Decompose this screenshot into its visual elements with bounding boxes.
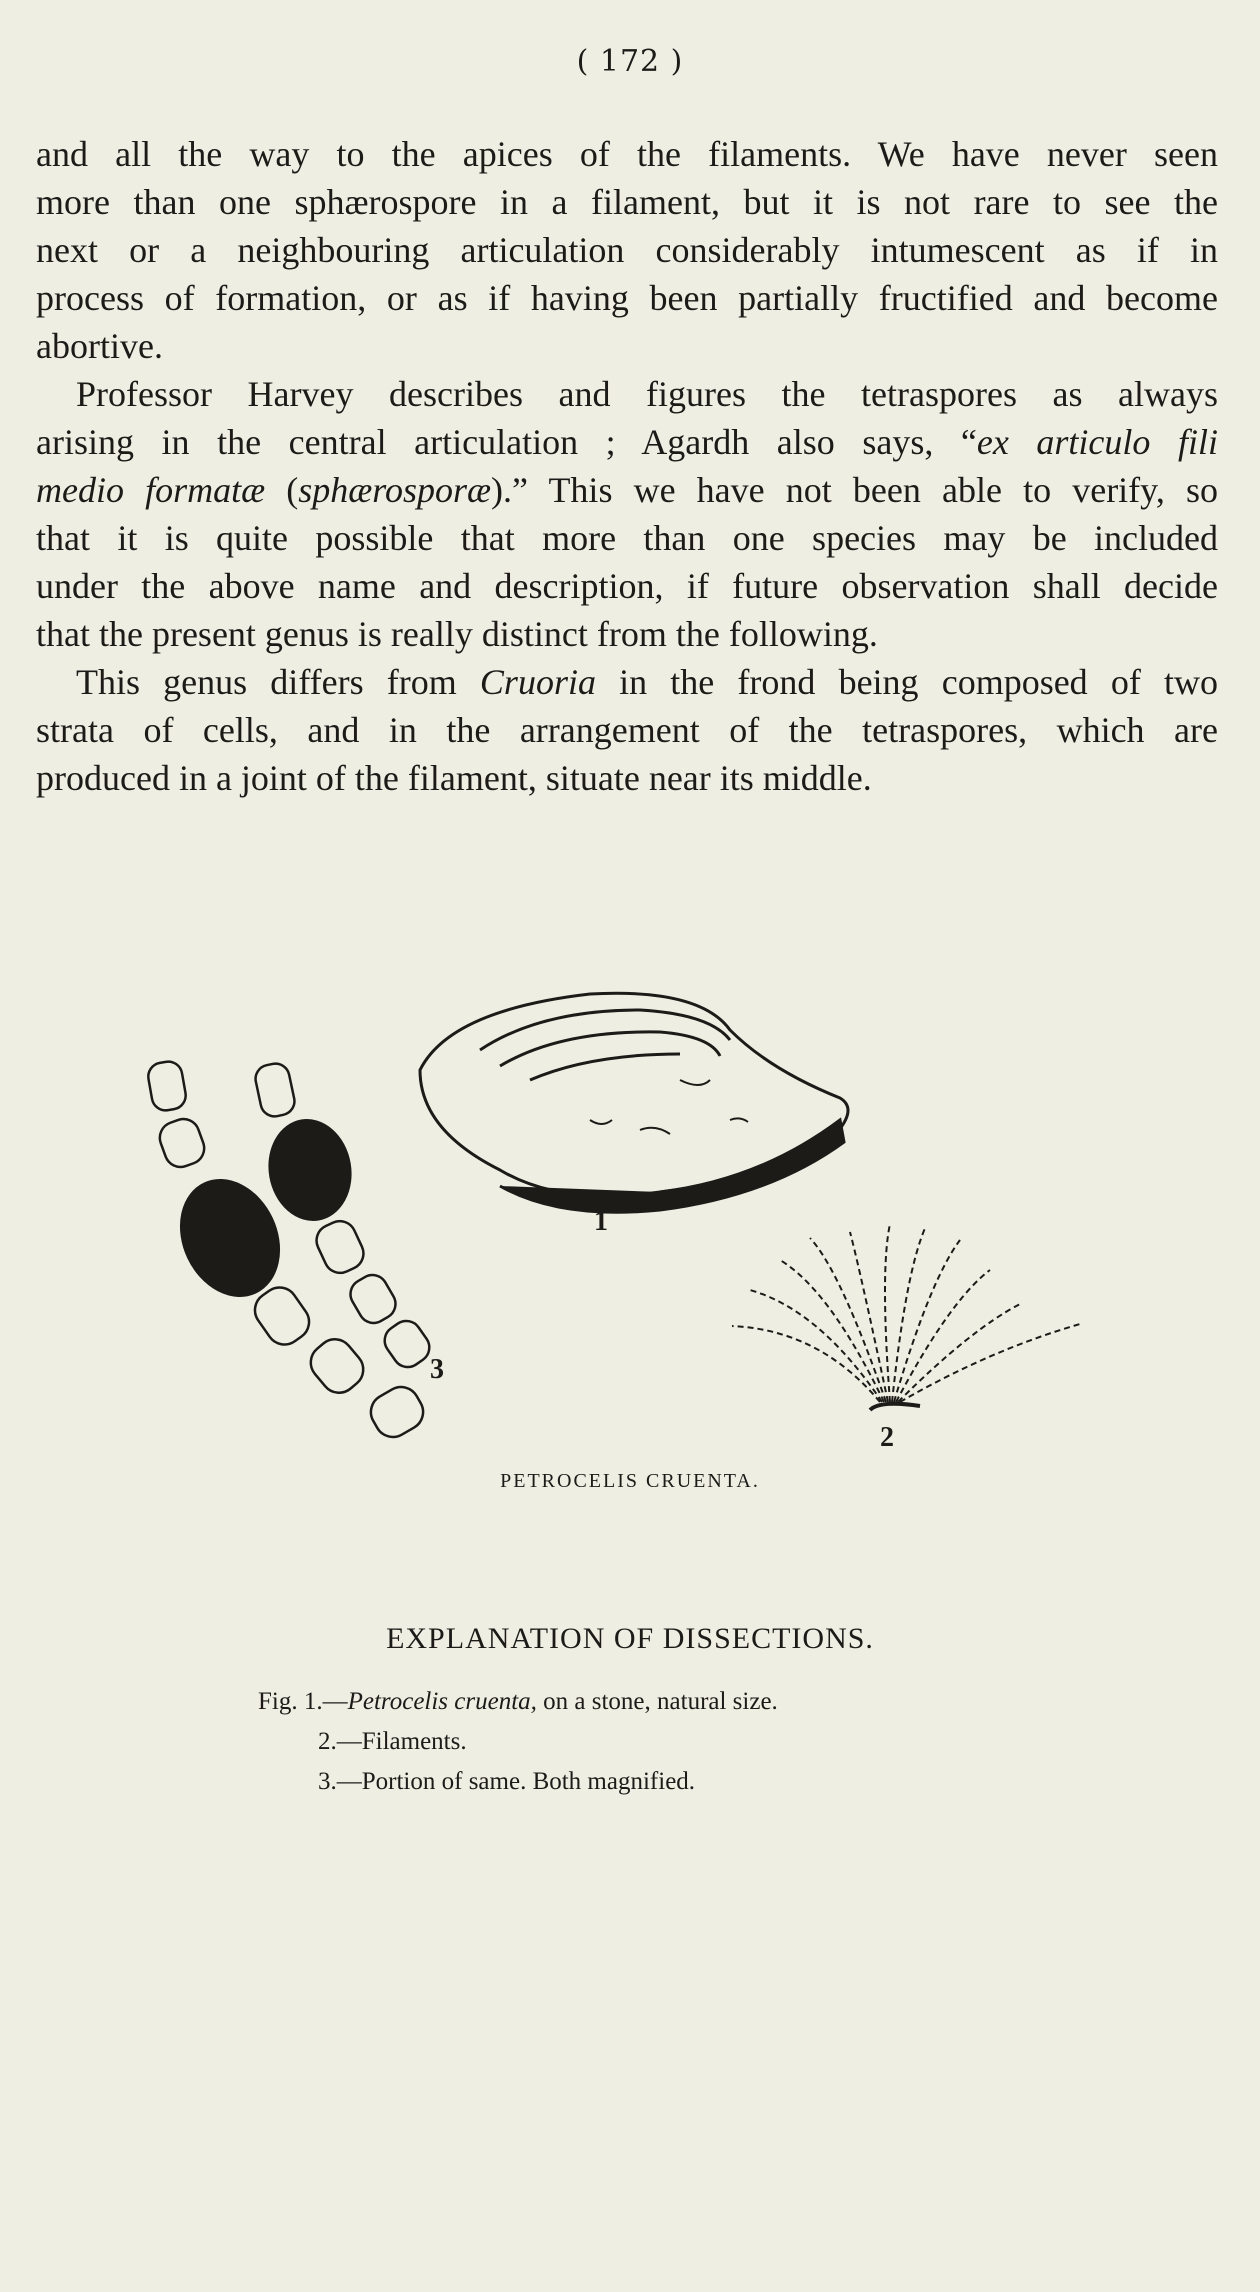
text-run: ).” This we have not been able to verify, so [491,470,1218,510]
paragraph-2 [36,370,1218,658]
text-run: in the frond being composed of two [595,662,1218,702]
paragraph-3 [36,658,1218,802]
text-line: under the above name and description, if future observation shall decide [36,566,1218,606]
body-text [36,130,1218,802]
text-line: process of formation, or as if having been partially fructified and become [36,278,1218,318]
botanical-figure [120,970,1120,1480]
explanation-item [258,1722,1158,1762]
explanation-item [258,1682,1158,1722]
text-line: next or a neighbouring articulation considerably intumescent as if in [36,230,1218,270]
fig-label-3: 3 [430,1354,444,1385]
text-line: strata of cells, and in the arrangement of the tetraspores, which are [36,710,1218,750]
latin-quote: medio formatæ [36,470,266,510]
explanation-item [258,1762,1158,1802]
text-line: more than one sphærospore in a filament, but it is not rare to see the [36,182,1218,222]
explanation-heading: EXPLANATION OF DISSECTIONS. [386,1622,874,1655]
item-prefix: 2.— [318,1728,362,1755]
latin-quote: ex articulo fili [976,422,1218,462]
page-number: ( 172 ) [576,44,684,79]
genus-name: Cruoria [479,662,596,702]
text-line: that it is quite possible that more than one species may be included [36,518,1218,558]
text-line: that the present genus is really distinct from the following. [36,614,878,654]
fig3-filament-portion [146,1059,435,1443]
text-line: produced in a joint of the filament, situate near its middle. [36,758,872,798]
text-line [36,418,1218,466]
text-line: abortive. [36,326,163,366]
fig1-stone [420,993,848,1212]
species-name: Petrocelis cruenta, [347,1688,537,1715]
text-line: and all the way to the apices of the filaments. We have never seen [36,134,1218,174]
text-run: This genus differs from [76,662,480,702]
fig-label-2: 2 [880,1422,894,1453]
item-text: Portion of same. Both magnified. [361,1768,696,1795]
text-line: Professor Harvey describes and figures the tetraspores as always [76,374,1218,414]
fig-label-1: 1 [594,1206,608,1237]
latin-term: sphærosporæ [298,470,491,510]
text-line [36,658,1218,706]
item-text: Filaments. [361,1728,467,1755]
figure-illustration [120,970,1120,1480]
text-run: ( [265,470,299,510]
item-prefix: 3.— [318,1768,362,1795]
item-prefix: Fig. 1.— [258,1688,348,1715]
fig2-filaments [732,1224,1080,1410]
text-line [36,466,1218,514]
figure-caption: PETROCELIS CRUENTA. [500,1470,760,1492]
item-text: on a stone, natural size. [536,1688,778,1715]
explanation-list [258,1682,1158,1802]
paragraph-1 [36,130,1218,370]
text-run: arising in the central articulation ; Agardh also says, “ [36,422,977,462]
